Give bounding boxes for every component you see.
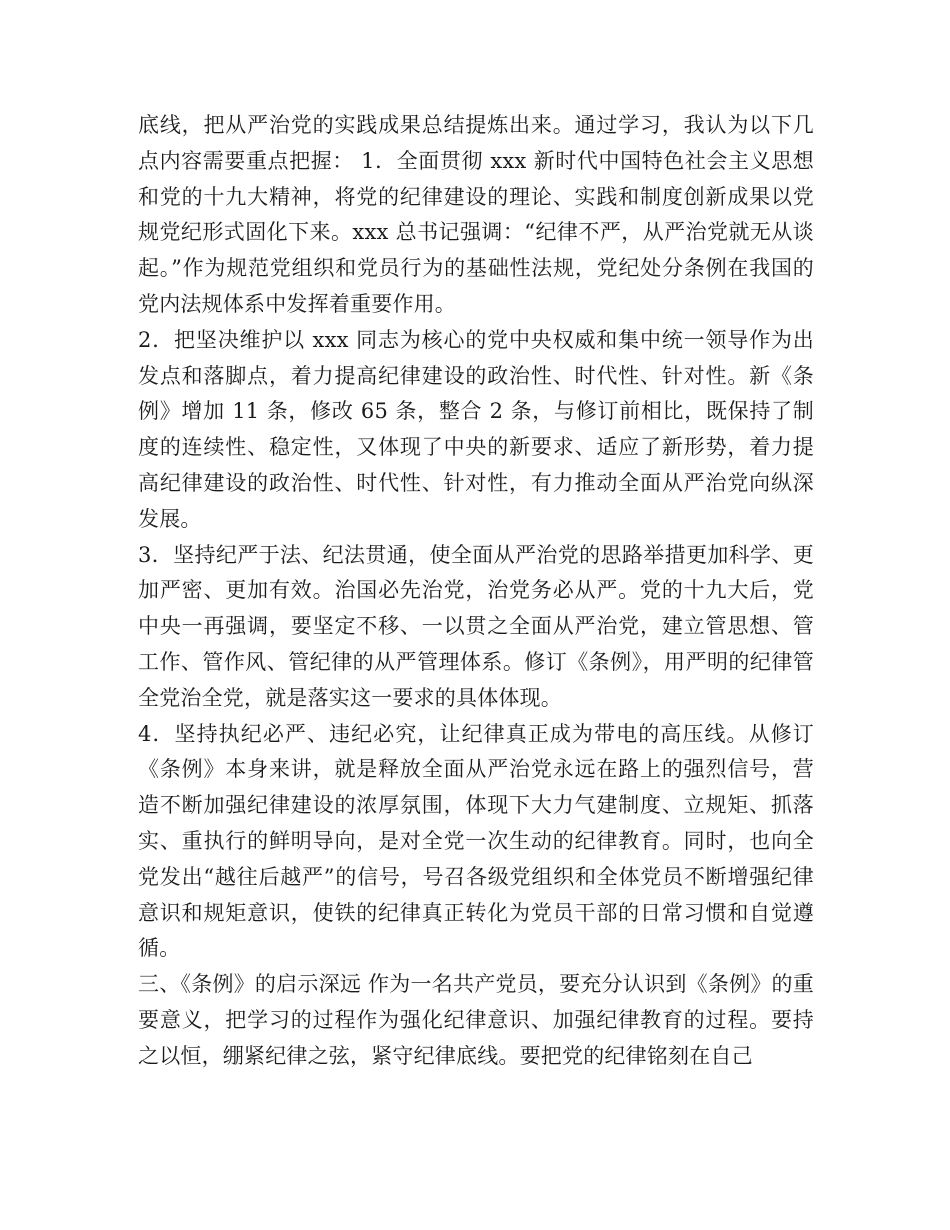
document-body bbox=[138, 108, 814, 1075]
paragraph-point-3: 3．坚持纪严于法、纪法贯通，使全面从严治党的思路举措更加科学、更加严密、更加有效。治国必先治党，治党务必从严。党的十九大后，党中央一再强调，要坚定不移、一以贯之全面从严治党，建立管思想、管工作、管作风、管纪律的从严管理体系。修订《条例》，用严明的纪律管全党治全党，就是落实这一要求的具体体现。 bbox=[138, 542, 814, 710]
paragraph-point-2: 2．把坚决维护以 xxx 同志为核心的党中央权威和集中统一领导作为出发点和落脚点，着力提高纪律建设的政治性、时代性、针对性。新《条例》增加 11 条，修改 65 条，整合 2 条，与修订前相比，既保持了制度的连续性、稳定性，又体现了中央的新要求、适应了新形势，着力提高纪律建设的政治性、时代性、针对性，有力推动全面从严治党向纵深发展。 bbox=[138, 327, 814, 531]
paragraph-point-4: 4．坚持执纪必严、违纪必究，让纪律真正成为带电的高压线。从修订《条例》本身来讲，就是释放全面从严治党永远在路上的强烈信号，营造不断加强纪律建设的浓厚氛围，体现下大力气建制度、立规矩、抓落实、重执行的鲜明导向，是对全党一次生动的纪律教育。同时，也向全党发出“越往后越严”的信号，号召各级党组织和全体党员不断增强纪律意识和规矩意识，使铁的纪律真正转化为党员干部的日常习惯和自觉遵循。 bbox=[138, 721, 814, 961]
paragraph-section-3: 三、《条例》的启示深远 作为一名共产党员，要充分认识到《条例》的重要意义，把学习的过程作为强化纪律意识、加强纪律教育的过程。要持之以恒，绷紧纪律之弦，紧守纪律底线。要把党的纪律铭刻在自己 bbox=[138, 972, 814, 1068]
paragraph-intro: 底线，把从严治党的实践成果总结提炼出来。通过学习，我认为以下几点内容需要重点把握： 1．全面贯彻 xxx 新时代中国特色社会主义思想和党的十九大精神，将党的纪律建设的理论、实践和制度创新成果以党规党纪形式固化下来。xxx 总书记强调：“纪律不严，从严治党就无从谈起。”作为规范党组织和党员行为的基础性法规，党纪处分条例在我国的党内法规体系中发挥着重要作用。 bbox=[138, 113, 814, 316]
